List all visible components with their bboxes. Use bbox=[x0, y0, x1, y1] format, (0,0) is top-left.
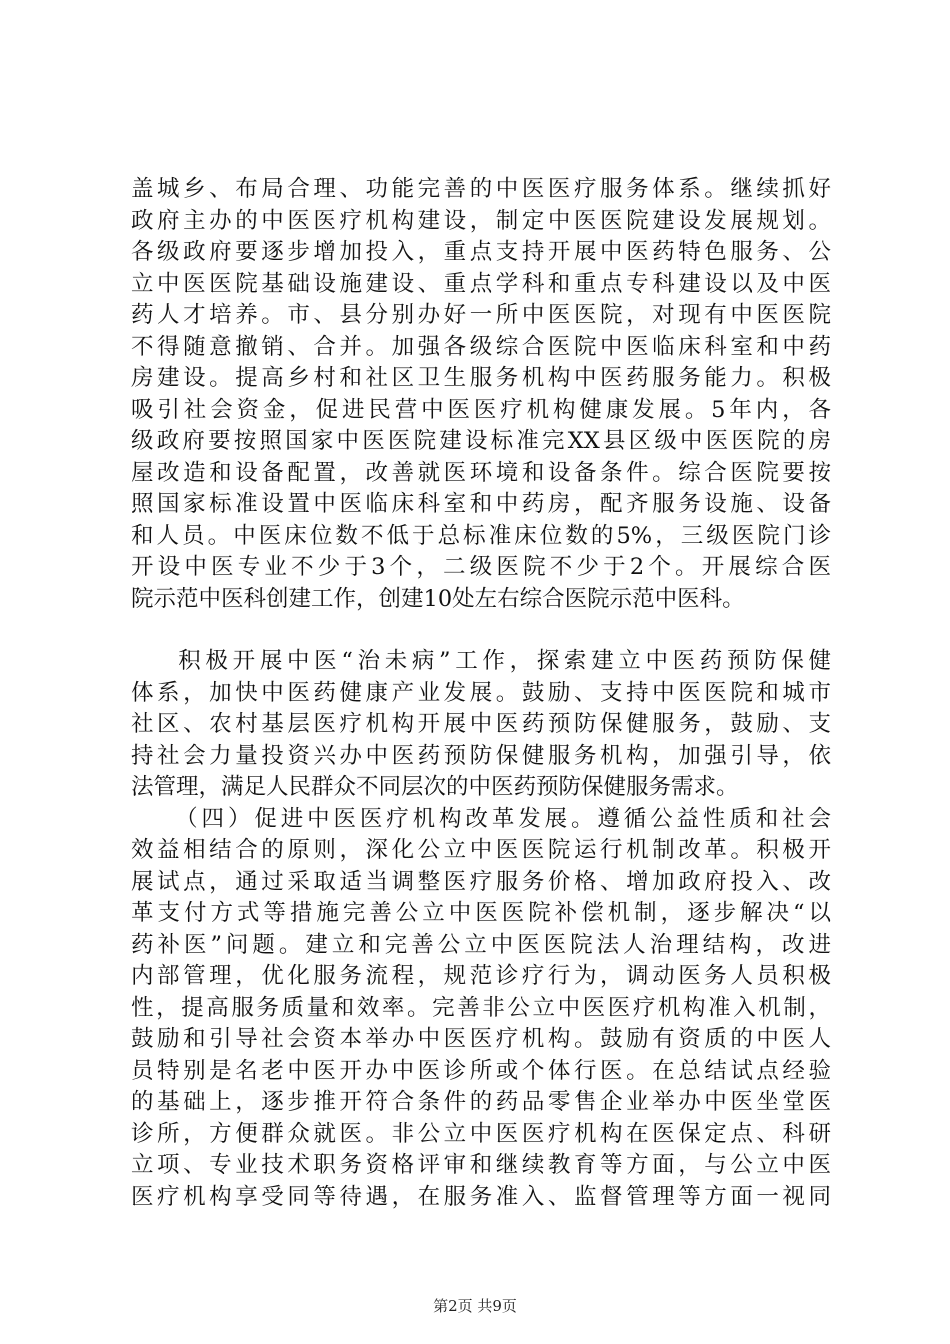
text-line: 效益相结合的原则，深化公立中医医院运行机制改革。积极开 bbox=[131, 837, 831, 863]
text-line: 照国家标准设置中医临床科室和中药房，配齐服务设施、设备 bbox=[131, 491, 831, 517]
text-line: 持社会力量投资兴办中医药预防保健服务机构，加强引导，依 bbox=[131, 742, 831, 769]
paragraph-3 bbox=[131, 804, 831, 1214]
text-line: 展试点，通过采取适当调整医疗服务价格、增加政府投入、改 bbox=[131, 868, 831, 895]
text-line: 医疗机构享受同等待遇，在服务准入、监督管理等方面一视同 bbox=[131, 1183, 831, 1210]
text-line: 吸引社会资金，促进民营中医医疗机构健康发展。5年内，各 bbox=[131, 396, 831, 423]
text-line: 院示范中医科创建工作，创建10处左右综合医院示范中医科。 bbox=[131, 585, 745, 612]
text-line: 盖城乡、布局合理、功能完善的中医医疗服务体系。继续抓好 bbox=[131, 176, 831, 202]
document-body bbox=[131, 174, 831, 1213]
text-line: （四）促进中医医疗机构改革发展。遵循公益性质和社会 bbox=[131, 805, 831, 832]
text-line: 员特别是名老中医开办中医诊所或个体行医。在总结试点经验 bbox=[131, 1057, 831, 1084]
text-line: 社区、农村基层医疗机构开展中医药预防保健服务，鼓励、支 bbox=[131, 711, 831, 737]
text-line: 诊所，方便群众就医。非公立中医医疗机构在医保定点、科研 bbox=[131, 1120, 831, 1147]
text-line: 级政府要按照国家中医医院建设标准完XX县区级中医医院的房 bbox=[131, 428, 831, 454]
text-line: 房建设。提高乡村和社区卫生服务机构中医药服务能力。积极 bbox=[131, 365, 831, 391]
text-line: 药人才培养。市、县分别办好一所中医医院，对现有中医医院 bbox=[131, 302, 831, 328]
text-line: 和人员。中医床位数不低于总标准床位数的5%，三级医院门诊 bbox=[131, 522, 831, 549]
text-line: 性，提高服务质量和效率。完善非公立中医医疗机构准入机制， bbox=[131, 994, 831, 1021]
text-line: 不得随意撤销、合并。加强各级综合医院中医临床科室和中药 bbox=[131, 333, 831, 360]
paragraph-1 bbox=[131, 174, 831, 615]
text-line: 鼓励和引导社会资本举办中医医疗机构。鼓励有资质的中医人 bbox=[131, 1026, 831, 1052]
text-line: 药补医”问题。建立和完善公立中医医院法人治理结构，改进 bbox=[131, 931, 831, 958]
text-line: 立中医医院基础设施建设、重点学科和重点专科建设以及中医 bbox=[131, 270, 831, 297]
text-line: 立项、专业技术职务资格评审和继续教育等方面，与公立中医 bbox=[131, 1152, 831, 1178]
paragraph-2 bbox=[131, 646, 831, 804]
text-line: 的基础上，逐步推开符合条件的药品零售企业举办中医坐堂医 bbox=[131, 1089, 831, 1115]
text-line: 法管理，满足人民群众不同层次的中医药预防保健服务需求。 bbox=[131, 774, 739, 800]
text-line: 体系，加快中医药健康产业发展。鼓励、支持中医医院和城市 bbox=[131, 679, 831, 706]
text-line: 政府主办的中医医疗机构建设，制定中医医院建设发展规划。 bbox=[131, 207, 831, 234]
page-number-label: 第2页 共9页 bbox=[433, 1297, 517, 1315]
text-line: 开设中医专业不少于3个，二级医院不少于2个。开展综合医 bbox=[131, 554, 831, 580]
page-footer bbox=[0, 1296, 950, 1316]
text-line: 革支付方式等措施完善公立中医医院补偿机制，逐步解决“以 bbox=[131, 900, 831, 926]
text-line: 各级政府要逐步增加投入，重点支持开展中医药特色服务、公 bbox=[131, 239, 831, 265]
text-line: 内部管理，优化服务流程，规范诊疗行为，调动医务人员积极 bbox=[131, 963, 831, 989]
text-line: 屋改造和设备配置，改善就医环境和设备条件。综合医院要按 bbox=[131, 459, 831, 486]
text-line: 积极开展中医“治未病”工作，探索建立中医药预防保健 bbox=[131, 648, 831, 674]
